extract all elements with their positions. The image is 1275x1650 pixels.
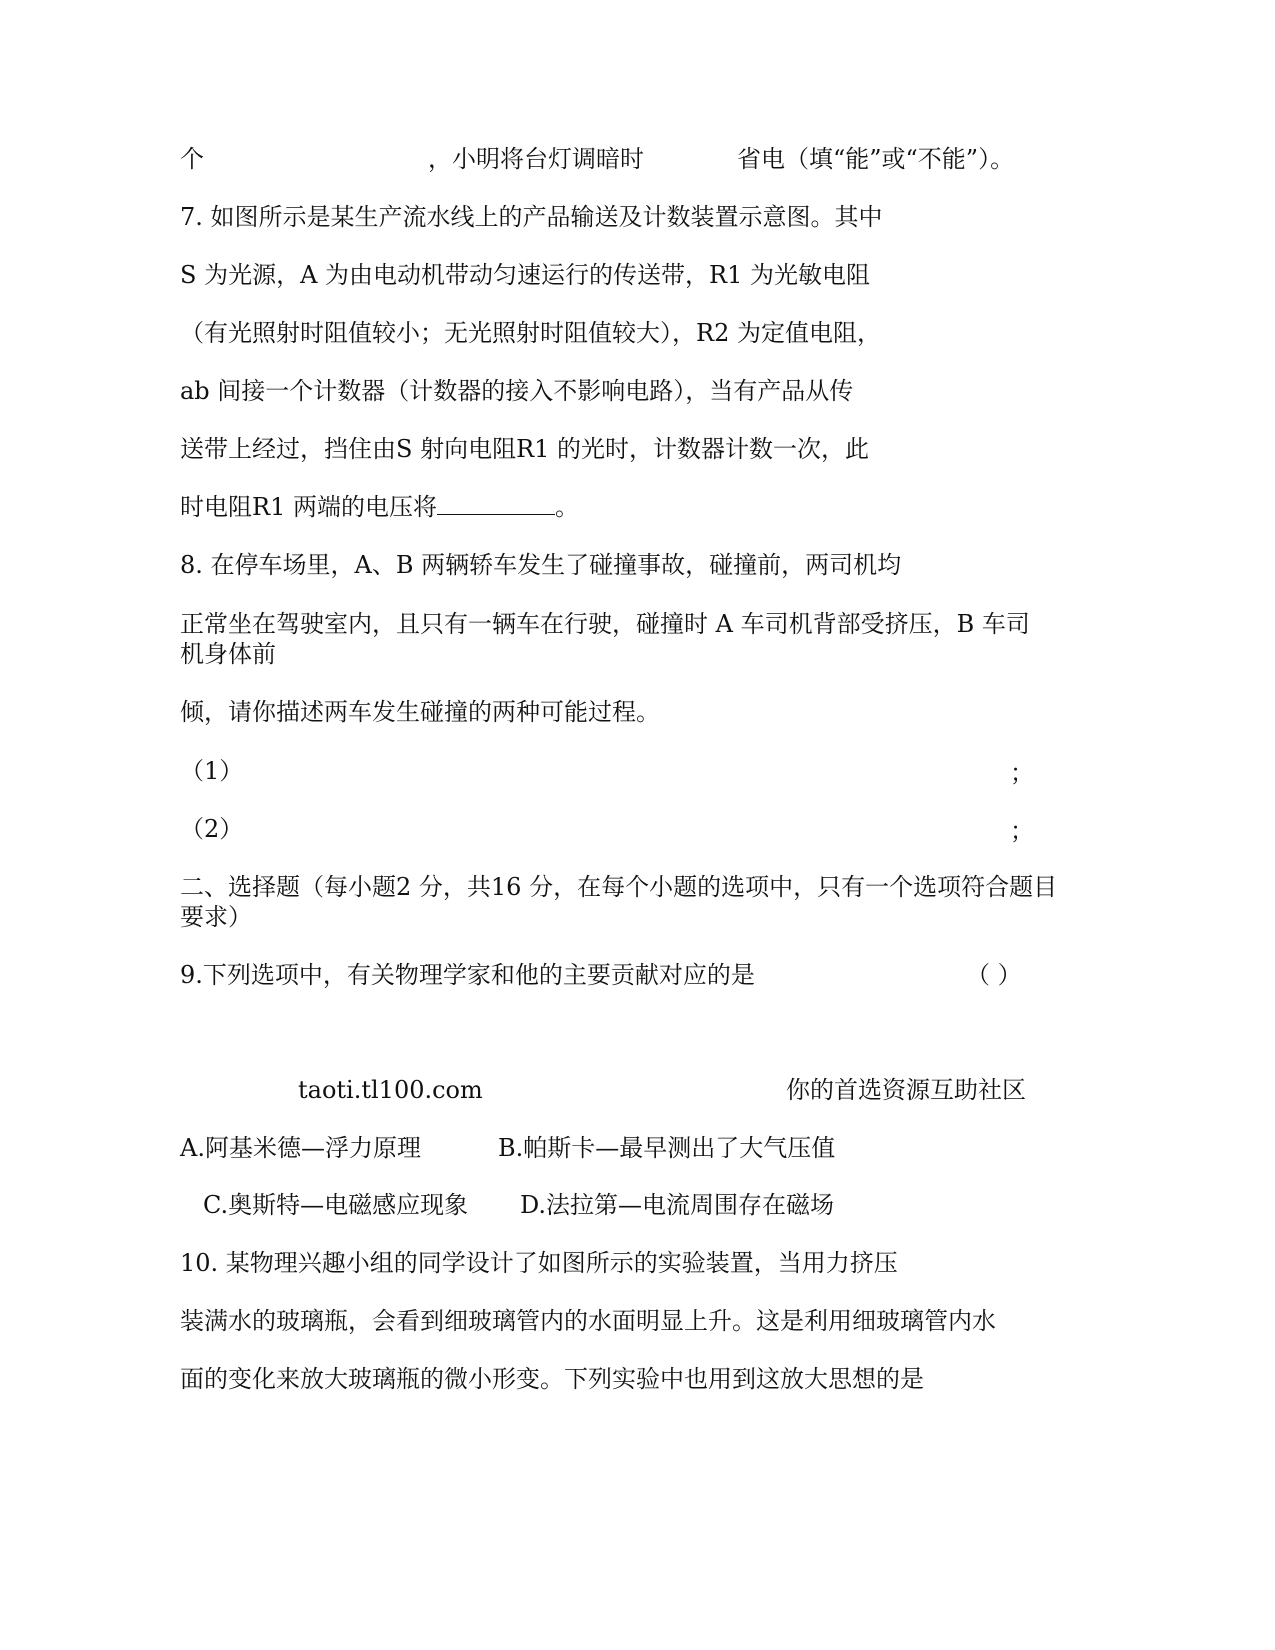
q6-text-3: 省电（填“能”或“不能”）。 — [737, 145, 1015, 173]
q7-line-2: S 为光源，A 为由电动机带动匀速运行的传送带，R1 为光敏电阻 — [180, 261, 870, 289]
q9-answer-paren: （ ） — [966, 961, 1022, 989]
footer-site: taoti.tl100.com — [298, 1076, 483, 1104]
q8-line-3: 倾，请你描述两车发生碰撞的两种可能过程。 — [180, 698, 660, 726]
q9-option-c: C.奥斯特—电磁感应现象 — [203, 1191, 469, 1219]
q9-option-d: D.法拉第—电流周围存在磁场 — [520, 1191, 835, 1219]
q7-line-3: （有光照射时阻值较小；无光照射时阻值较大），R2 为定值电阻， — [180, 319, 881, 347]
q8-line-2: 正常坐在驾驶室内，且只有一辆车在行驶，碰撞时 A 车司机背部受挤压，B 车司机身体前 — [180, 610, 1030, 668]
q10-line-3: 面的变化来放大玻璃瓶的微小形变。下列实验中也用到这放大思想的是 — [180, 1365, 924, 1393]
q8-answer-2-label: （2） — [180, 815, 244, 843]
q9-option-a: A.阿基米德—浮力原理 — [180, 1134, 421, 1162]
q8-answer-2-end: ； — [1010, 817, 1034, 845]
q6-tail-line — [180, 144, 204, 174]
section-2-heading: 二、选择题（每小题2 分，共16 分，在每个小题的选项中，只有一个选项符合题目要求） — [180, 873, 1058, 931]
footer-slogan: 你的首选资源互助社区 — [786, 1076, 1026, 1104]
q7-line-6 — [180, 492, 579, 522]
q8-line-1: 8. 在停车场里，A、B 两辆轿车发生了碰撞事故，碰撞前，两司机均 — [180, 551, 902, 579]
q8-answer-1-label: （1） — [180, 757, 244, 785]
q7-line-4: ab 间接一个计数器（计数器的接入不影响电路），当有产品从传 — [180, 377, 854, 405]
q7-answer-blank[interactable] — [437, 492, 555, 515]
q10-line-2: 装满水的玻璃瓶，会看到细玻璃管内的水面明显上升。这是利用细玻璃管内水 — [180, 1307, 996, 1335]
q10-line-1: 10. 某物理兴趣小组的同学设计了如图所示的实验装置，当用力挤压 — [180, 1249, 898, 1277]
q7-line-5: 送带上经过，挡住由S 射向电阻R1 的光时，计数器计数一次，此 — [180, 435, 870, 463]
q9-option-b: B.帕斯卡—最早测出了大气压值 — [498, 1134, 836, 1162]
q6-text-1: 个 — [180, 145, 204, 173]
q6-text-2: ，小明将台灯调暗时 — [428, 145, 644, 173]
q7-line-6-text: 时电阻R1 两端的电压将 — [180, 493, 437, 521]
q7-line-1: 7. 如图所示是某生产流水线上的产品输送及计数装置示意图。其中 — [180, 203, 883, 231]
q8-answer-1-end: ； — [1010, 759, 1034, 787]
q9-stem: 9.下列选项中，有关物理学家和他的主要贡献对应的是 — [180, 961, 755, 989]
q6-text-2-wrap — [428, 144, 644, 174]
q6-text-3-wrap — [737, 144, 1014, 174]
q7-line-6-end: 。 — [554, 493, 579, 521]
